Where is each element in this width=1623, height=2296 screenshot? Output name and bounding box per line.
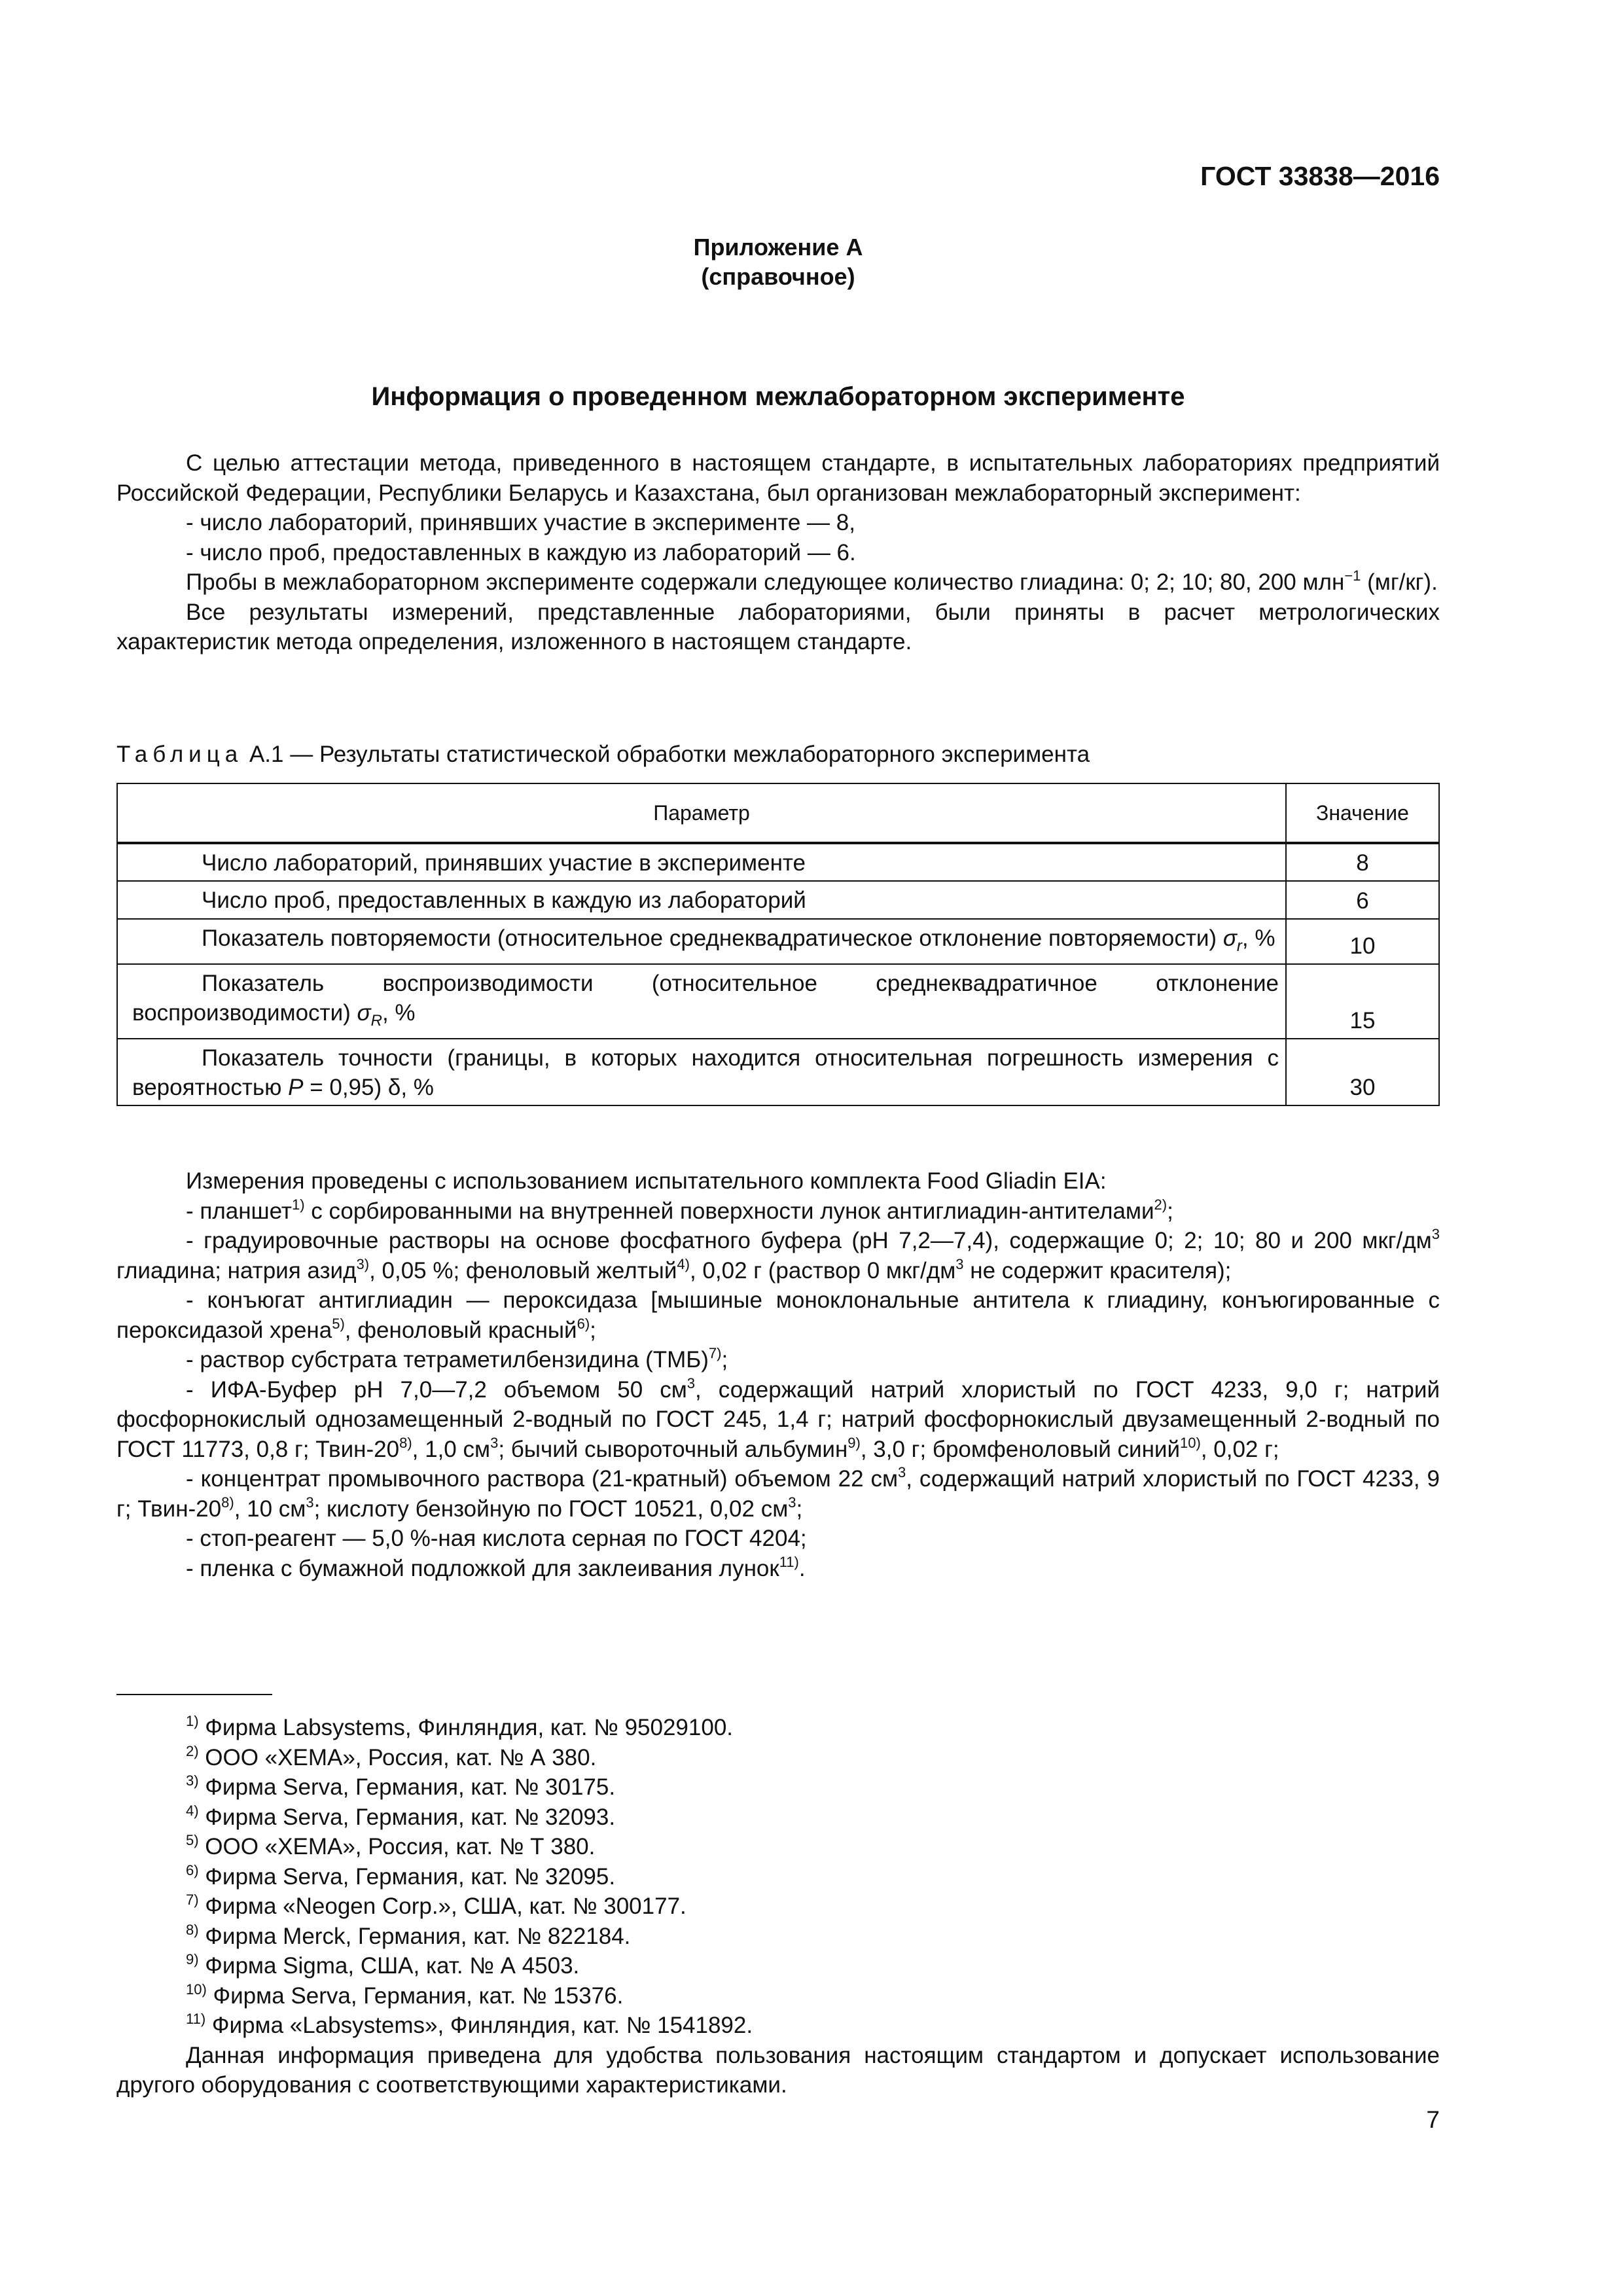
footnotes-block bbox=[116, 1713, 1440, 2100]
table-cell-parameter: Число проб, предоставленных в каждую из лабораторий bbox=[117, 881, 1286, 919]
footnote: $^{10)}$ Фирма Serva, Германия, кат. № 15376. bbox=[186, 1981, 624, 2009]
measurements-item: - пленка с бумажной подложкой для заклеивания лунок$^{11)}$. bbox=[186, 1553, 806, 1581]
standard-number: ГОСТ 33838—2016 bbox=[1200, 161, 1440, 191]
table-cell-parameter: Показатель воспроизводимости (относительное среднеквадратичное отклонение воспроизводимости) $\sigma_R$, % bbox=[117, 964, 1286, 1039]
intro-paragraph: Пробы в межлабораторном эксперименте содержали следующее количество глиадина: 0; 2; 10; 80, 200 млн$^{-1}$ (мг/кг). bbox=[186, 567, 1438, 595]
table-cell-value: 30 bbox=[1286, 1039, 1439, 1105]
table-caption-label: Таблица bbox=[116, 742, 243, 767]
footnote: $^{8)}$ Фирма Merck, Германия, кат. № 822184. bbox=[186, 1921, 631, 1949]
table-header-row bbox=[117, 783, 1439, 843]
measurements-item: - концентрат промывочного раствора (21-кратный) объемом 22 $см^3$, содержащий натрий хлористый по ГОСТ 4233, 9 г; Твин-20$^{8)}$, 10 $см^3$; кислоту бензойную по ГОСТ 10521, 0,02 $см^3$; bbox=[116, 1464, 1440, 1522]
footnote-separator bbox=[116, 1694, 272, 1695]
table-cell-parameter: Показатель точности (границы, в которых находится относительная погрешность измерения с вероятностью P = 0,95) δ, % bbox=[117, 1039, 1286, 1105]
footnote: $^{2)}$ ООО «ХЕМА», Россия, кат. № А 380. bbox=[186, 1742, 597, 1770]
table-cell-parameter: Показатель повторяемости (относительное среднеквадратическое отклонение повторяемости) $\sigma_r$, % bbox=[117, 919, 1286, 964]
table-row bbox=[117, 881, 1439, 919]
measurements-lead: Измерения проведены с использованием испытательного комплекта Food Gliadin EIA: bbox=[186, 1168, 1107, 1194]
footnote: $^{4)}$ Фирма Serva, Германия, кат. № 32093. bbox=[186, 1802, 616, 1830]
table-row bbox=[117, 964, 1439, 1039]
intro-list-item: - число проб, предоставленных в каждую из лабораторий — 6. bbox=[186, 539, 856, 565]
measurements-item: - планшет$^{1)}$ с сорбированными на внутренней поверхности лунок антиглиадин-антителами$^{2)}$; bbox=[186, 1196, 1173, 1224]
footnote: $^{9)}$ Фирма Sigma, США, кат. № А 4503. bbox=[186, 1951, 580, 1979]
table-cell-value: 10 bbox=[1286, 919, 1439, 964]
table-caption-text: А.1 — Результаты статистической обработки межлабораторного эксперимента bbox=[243, 742, 1090, 767]
measurements-item: - конъюгат антиглиадин — пероксидаза [мышиные моноклональные антитела к глиадину, конъюгированные с пероксидазой хрена$^{5)}$, феноловый красный$^{6)}$; bbox=[116, 1287, 1440, 1343]
table-row bbox=[117, 1039, 1439, 1105]
measurements-block bbox=[116, 1166, 1440, 1583]
footnote: $^{11)}$ Фирма «Labsystems», Финляндия, кат. № 1541892. bbox=[186, 2011, 753, 2038]
table-cell-value: 8 bbox=[1286, 843, 1439, 881]
appendix-heading bbox=[116, 232, 1440, 291]
footnote: $^{5)}$ ООО «ХЕМА», Россия, кат. № Т 380. bbox=[186, 1832, 596, 1859]
footnote: $^{7)}$ Фирма «Neogen Corp.», США, кат. № 300177. bbox=[186, 1892, 687, 1919]
appendix-title: Приложение А bbox=[693, 234, 863, 260]
section-title: Информация о проведенном межлабораторном эксперименте bbox=[371, 382, 1185, 411]
measurements-item: - стоп-реагент — 5,0 %-ная кислота серная по ГОСТ 4204; bbox=[186, 1526, 807, 1551]
table-row bbox=[117, 843, 1439, 881]
column-header-parameter: Параметр bbox=[117, 783, 1286, 843]
intro-list-item: - число лабораторий, принявших участие в эксперименте — 8, bbox=[186, 510, 855, 535]
measurements-item: - раствор субстрата тетраметилбензидина (ТМБ)$^{7)}$; bbox=[186, 1345, 728, 1372]
intro-paragraph: С целью аттестации метода, приведенного в настоящем стандарте, в испытательных лабораториях предприятий Российской Федерации, Республики Беларусь и Казахстана, был организован межлабораторный эксперимент: bbox=[116, 450, 1440, 506]
results-table bbox=[116, 783, 1440, 1106]
table-caption bbox=[116, 742, 1090, 768]
column-header-value: Значение bbox=[1286, 783, 1439, 843]
footnote: $^{1)}$ Фирма Labsystems, Финляндия, кат. № 95029100. bbox=[186, 1713, 734, 1740]
intro-block bbox=[116, 448, 1440, 657]
table-cell-value: 6 bbox=[1286, 881, 1439, 919]
page-number: 7 bbox=[1426, 2106, 1440, 2133]
appendix-type: (справочное) bbox=[701, 263, 855, 290]
table-cell-value: 15 bbox=[1286, 964, 1439, 1039]
footnote: $^{3)}$ Фирма Serva, Германия, кат. № 30175. bbox=[186, 1772, 616, 1800]
footnote-note: Данная информация приведена для удобства пользования настоящим стандартом и допускает использование другого оборудования с соответствующими характеристиками. bbox=[116, 2042, 1440, 2098]
intro-paragraph: Все результаты измерений, представленные лабораториями, были приняты в расчет метрологических характеристик метода определения, изложенного в настоящем стандарте. bbox=[116, 599, 1440, 655]
measurements-item: - ИФА-Буфер рН 7,0—7,2 объемом 50 $см^3$, содержащий натрий хлористый по ГОСТ 4233, 9,0 г; натрий фосфорнокислый однозамещенный 2-водный по ГОСТ 245, 1,4 г; натрий фосфорнокислый двузамещенный 2-водный по ГОСТ 11773, 0,8 г; Твин-20$^{8)}$, 1,0 $см^3$; бычий сывороточный альбумин$^{9)}$, 3,0 г; бромфеноловый синий$^{10)}$, 0,02 г; bbox=[116, 1374, 1440, 1462]
footnote: $^{6)}$ Фирма Serva, Германия, кат. № 32095. bbox=[186, 1861, 616, 1890]
table-cell-parameter: Число лабораторий, принявших участие в эксперименте bbox=[117, 843, 1286, 881]
measurements-item: - градуировочные растворы на основе фосфатного буфера (рН 7,2—7,4), содержащие 0; 2; 10; 80 и 200 мкг/$дм^3$ глиадина; натрия азид$^{3)}$, 0,05 %; феноловый желтый$^{4)}$, 0,02 г (раствор 0 мкг/$дм^3$ не содержит красителя); bbox=[116, 1226, 1440, 1283]
table-row bbox=[117, 919, 1439, 964]
